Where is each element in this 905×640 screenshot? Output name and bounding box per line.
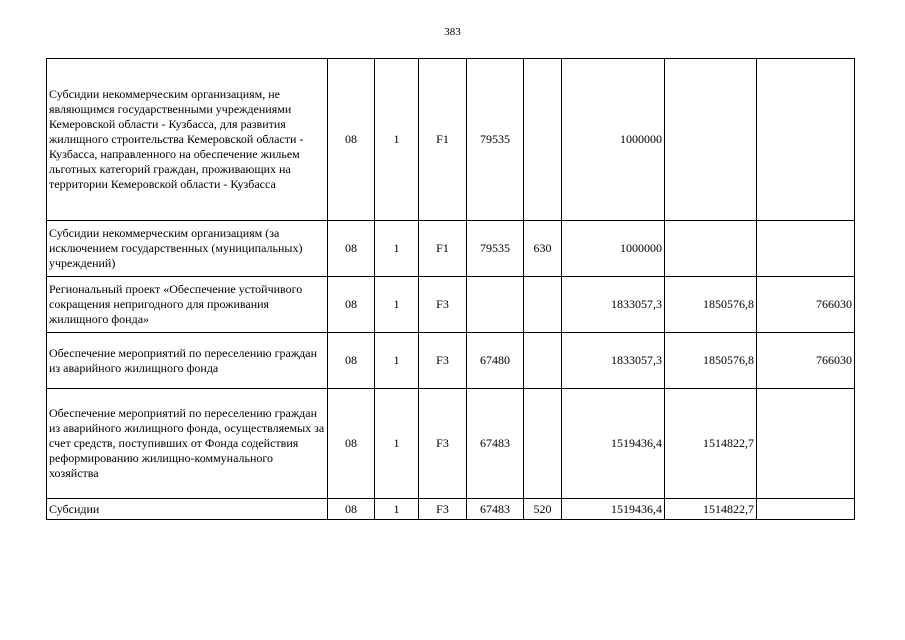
amount-1: 1833057,3 (562, 333, 665, 389)
amount-1: 1000000 (562, 59, 665, 221)
expense-type-code (524, 333, 562, 389)
amount-2 (665, 221, 757, 277)
expense-type-code: 520 (524, 499, 562, 520)
row-name: Региональный проект «Обеспечение устойчивого сокращения непригодного для проживания жилищного фонда» (47, 277, 328, 333)
subsection-code: 1 (375, 277, 419, 333)
direction-code: 67483 (467, 389, 524, 499)
row-name: Субсидии (47, 499, 328, 520)
subsection-code: 1 (375, 59, 419, 221)
table-row (47, 499, 855, 520)
subsection-code: 1 (375, 499, 419, 520)
subsection-code: 1 (375, 221, 419, 277)
expense-type-code (524, 277, 562, 333)
budget-table (46, 58, 855, 520)
amount-2: 1850576,8 (665, 333, 757, 389)
amount-2 (665, 59, 757, 221)
amount-1: 1833057,3 (562, 277, 665, 333)
amount-1: 1000000 (562, 221, 665, 277)
direction-code: 79535 (467, 221, 524, 277)
amount-3 (757, 221, 855, 277)
section-code: 08 (328, 499, 375, 520)
expense-type-code (524, 59, 562, 221)
amount-3: 766030 (757, 277, 855, 333)
row-name: Субсидии некоммерческим организациям, не являющимся государственными учреждениями Кемеровской области - Кузбасса, для развития жилищного строительства Кемеровской области - Кузбасса, направленного на обеспечение жильем льготных категорий граждан, проживающих на территории Кемеровской области - Кузбасса (47, 59, 328, 221)
program-code: F3 (419, 277, 467, 333)
table-row (47, 277, 855, 333)
expense-type-code (524, 389, 562, 499)
table-row (47, 333, 855, 389)
section-code: 08 (328, 59, 375, 221)
direction-code: 79535 (467, 59, 524, 221)
section-code: 08 (328, 277, 375, 333)
program-code: F3 (419, 499, 467, 520)
section-code: 08 (328, 221, 375, 277)
row-name: Обеспечение мероприятий по переселению граждан из аварийного жилищного фонда, осуществляемых за счет средств, поступивших от Фонда содействия реформированию жилищно-коммунального хозяйства (47, 389, 328, 499)
program-code: F3 (419, 333, 467, 389)
amount-2: 1514822,7 (665, 389, 757, 499)
subsection-code: 1 (375, 389, 419, 499)
amount-2: 1514822,7 (665, 499, 757, 520)
direction-code: 67480 (467, 333, 524, 389)
table-row (47, 59, 855, 221)
program-code: F3 (419, 389, 467, 499)
amount-3: 766030 (757, 333, 855, 389)
amount-1: 1519436,4 (562, 389, 665, 499)
subsection-code: 1 (375, 333, 419, 389)
amount-2: 1850576,8 (665, 277, 757, 333)
program-code: F1 (419, 59, 467, 221)
page-number: 383 (444, 26, 461, 38)
program-code: F1 (419, 221, 467, 277)
table-row (47, 389, 855, 499)
table-row (47, 221, 855, 277)
row-name: Обеспечение мероприятий по переселению граждан из аварийного жилищного фонда (47, 333, 328, 389)
section-code: 08 (328, 333, 375, 389)
amount-3 (757, 499, 855, 520)
row-name: Субсидии некоммерческим организациям (за исключением государственных (муниципальных) учреждений) (47, 221, 328, 277)
amount-3 (757, 389, 855, 499)
expense-type-code: 630 (524, 221, 562, 277)
direction-code (467, 277, 524, 333)
amount-3 (757, 59, 855, 221)
direction-code: 67483 (467, 499, 524, 520)
section-code: 08 (328, 389, 375, 499)
amount-1: 1519436,4 (562, 499, 665, 520)
